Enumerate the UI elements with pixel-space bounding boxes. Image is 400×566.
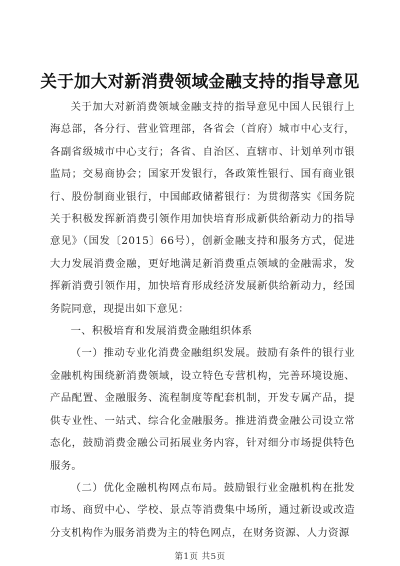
document-body xyxy=(50,96,355,544)
section-heading: 一、积极培育和发展消费金融组织体系 xyxy=(70,325,253,338)
paragraph-item-1: （一）推动专业化消费金融组织发展。鼓励有条件的银行业金融机构围绕新消费领域，设立特色专营机构，完善环境设施、产品配置、金融服务、流程制度等配套机制，开发专属产品，提供专业性、一站式、综合化金融服务。推进消费金融公司设立常态化，鼓励消费金融公司拓展业务内容，针对细分市场提供特色服务。 xyxy=(50,347,355,472)
document-title: 关于加大对新消费领域金融支持的指导意见 xyxy=(40,72,360,91)
paragraph-item-2: （二）优化金融机构网点布局。鼓励银行业金融机构在批发市场、商贸中心、学校、景点等消费集中场所，通过新设或改造分支机构作为服务消费为主的特色网点，在财务资源、人力资源 xyxy=(50,481,355,539)
paragraph-intro: 关于加大对新消费领域金融支持的指导意见中国人民银行上海总部，各分行、营业管理部，各省会（首府）城市中心支行，各副省级城市中心支行；各省、自治区、直辖市、计划单列市银监局；交易商协会；国家开发银行，各政策性银行、国有商业银行、股份制商业银行，中国邮政储蓄银行：为贯彻落实《国务院关于积极发挥新消费引领作用加快培育形成新供给新动力的指导意见》（国发〔2015〕66号），创新金融支持和服务方式，促进大力发展消费金融，更好地满足新消费重点领域的金融需求，发挥新消费引领作用，加快培育形成经济发展新供给新动力，经国务院同意，现提出如下意见： xyxy=(50,101,355,315)
page-footer: 第1页 共5页 xyxy=(174,552,226,562)
